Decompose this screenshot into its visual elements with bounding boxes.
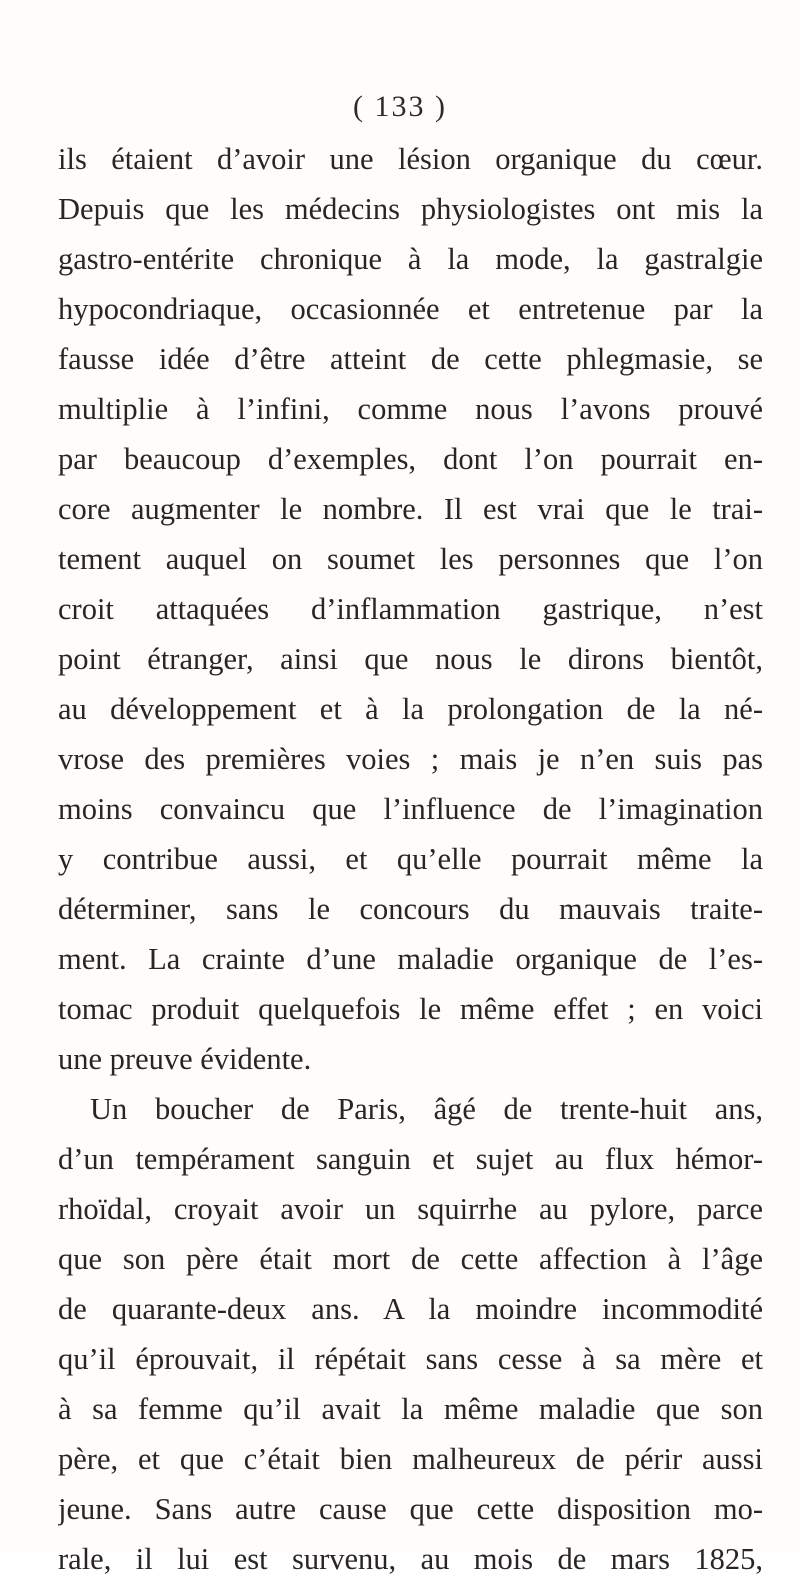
page-number: ( 133 )	[353, 90, 447, 123]
text-line-12: au développement et à la prolongation de la né-	[58, 692, 763, 726]
text-line-1: ils étaient d’avoir une lésion organique du cœur.	[58, 142, 763, 176]
text-line-25: qu’il éprouvait, il répétait sans cesse à sa mère et	[58, 1342, 763, 1376]
text-line-3: gastro-entérite chronique à la mode, la gastralgie	[58, 242, 763, 276]
text-line-15: y contribue aussi, et qu’elle pourrait même la	[58, 842, 763, 876]
text-line-7: par beaucoup d’exemples, dont l’on pourrait en-	[58, 442, 763, 476]
text-line-19: une preuve évidente.	[58, 1042, 312, 1076]
text-line-28: jeune. Sans autre cause que cette disposition mo-	[58, 1492, 763, 1526]
text-line-16: déterminer, sans le concours du mauvais traite-	[58, 892, 763, 926]
text-line-14: moins convaincu que l’influence de l’imagination	[58, 792, 763, 826]
text-line-11: point étranger, ainsi que nous le dirons bientôt,	[58, 642, 763, 676]
text-line-27: père, et que c’était bien malheureux de périr aussi	[58, 1442, 763, 1476]
text-line-8: core augmenter le nombre. Il est vrai que le trai-	[58, 492, 763, 526]
body-text	[58, 134, 763, 1584]
text-line-18: tomac produit quelquefois le même effet ; en voici	[58, 992, 763, 1026]
text-line-17: ment. La crainte d’une maladie organique de l’es-	[58, 942, 763, 976]
text-line-6: multiplie à l’infini, comme nous l’avons prouvé	[58, 392, 763, 426]
text-line-10: croit attaquées d’inflammation gastrique, n’est	[58, 592, 763, 626]
text-line-26: à sa femme qu’il avait la même maladie que son	[58, 1392, 763, 1426]
text-line-13: vrose des premières voies ; mais je n’en suis pas	[58, 742, 763, 776]
text-line-9: tement auquel on soumet les personnes que l’on	[58, 542, 763, 576]
text-line-23: que son père était mort de cette affection à l’âge	[58, 1242, 763, 1276]
text-line-21: d’un tempérament sanguin et sujet au flux hémor-	[58, 1142, 763, 1176]
text-line-29: rale, il lui est survenu, au mois de mars 1825,	[58, 1542, 763, 1576]
text-line-20: Un boucher de Paris, âgé de trente-huit ans,	[90, 1092, 763, 1126]
text-line-2: Depuis que les médecins physiologistes ont mis la	[58, 192, 763, 226]
text-line-5: fausse idée d’être atteint de cette phlegmasie, se	[58, 342, 763, 376]
text-line-22: rhoïdal, croyait avoir un squirrhe au pylore, parce	[58, 1192, 763, 1226]
text-line-24: de quarante-deux ans. A la moindre incommodité	[58, 1292, 763, 1326]
text-line-4: hypocondriaque, occasionnée et entretenue par la	[58, 292, 763, 326]
